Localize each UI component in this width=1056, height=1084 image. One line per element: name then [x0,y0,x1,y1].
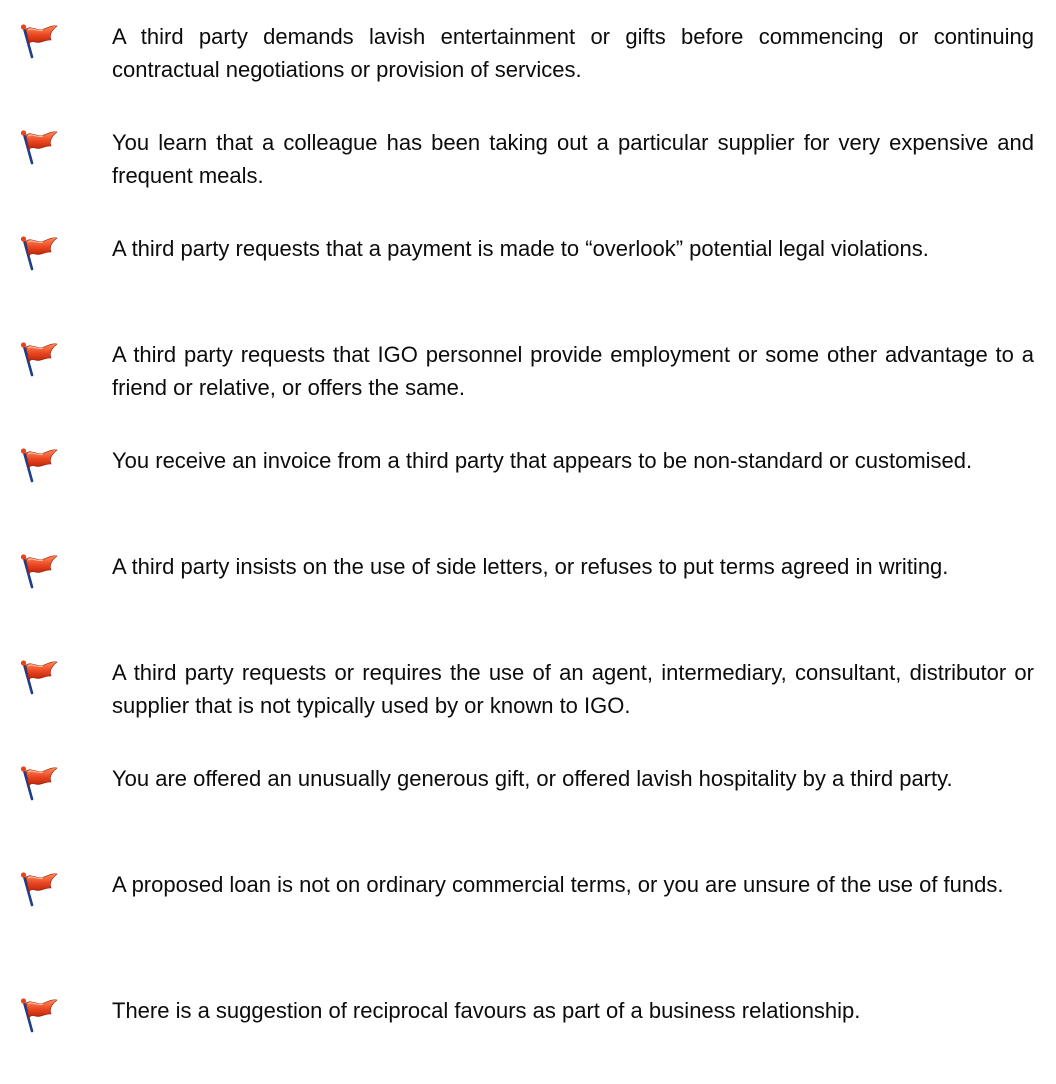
list-item [0,338,1056,428]
red-flag-icon [18,232,60,272]
list-item [0,656,1056,746]
list-item [0,550,1056,640]
red-flag-icon [18,994,60,1034]
list-item [0,232,1056,322]
red-flag-icon [18,868,60,908]
list-item [0,762,1056,852]
red-flag-icon [18,762,60,802]
item-text: A third party requests that IGO personnel provide employment or some other advantage to a friend or relative, or offers the same. [112,342,1034,400]
item-text: You are offered an unusually generous gift, or offered lavish hospitality by a third party. [112,766,953,791]
list-item [0,20,1056,110]
list-item [0,444,1056,534]
red-flag-icon [18,444,60,484]
red-flag-icon [18,338,60,378]
item-text: A third party requests or requires the use of an agent, intermediary, consultant, distributor or supplier that is not typically used by or known to IGO. [112,660,1034,718]
red-flag-icon [18,20,60,60]
item-text: A third party demands lavish entertainment or gifts before commencing or continuing contractual negotiations or provision of services. [112,24,1034,82]
red-flag-icon [18,656,60,696]
item-text: A proposed loan is not on ordinary commercial terms, or you are unsure of the use of funds. [112,872,1004,897]
red-flag-icon [18,550,60,590]
list-item [0,994,1056,1084]
item-text: There is a suggestion of reciprocal favours as part of a business relationship. [112,998,861,1023]
item-text: A third party insists on the use of side letters, or refuses to put terms agreed in writing. [112,554,949,579]
item-text: You receive an invoice from a third party that appears to be non-standard or customised. [112,448,973,473]
item-text: You learn that a colleague has been taking out a particular supplier for very expensive and frequent meals. [112,130,1034,188]
red-flag-icon [18,126,60,166]
item-text: A third party requests that a payment is made to “overlook” potential legal violations. [112,236,929,261]
list-item [0,126,1056,216]
list-item [0,868,1056,958]
